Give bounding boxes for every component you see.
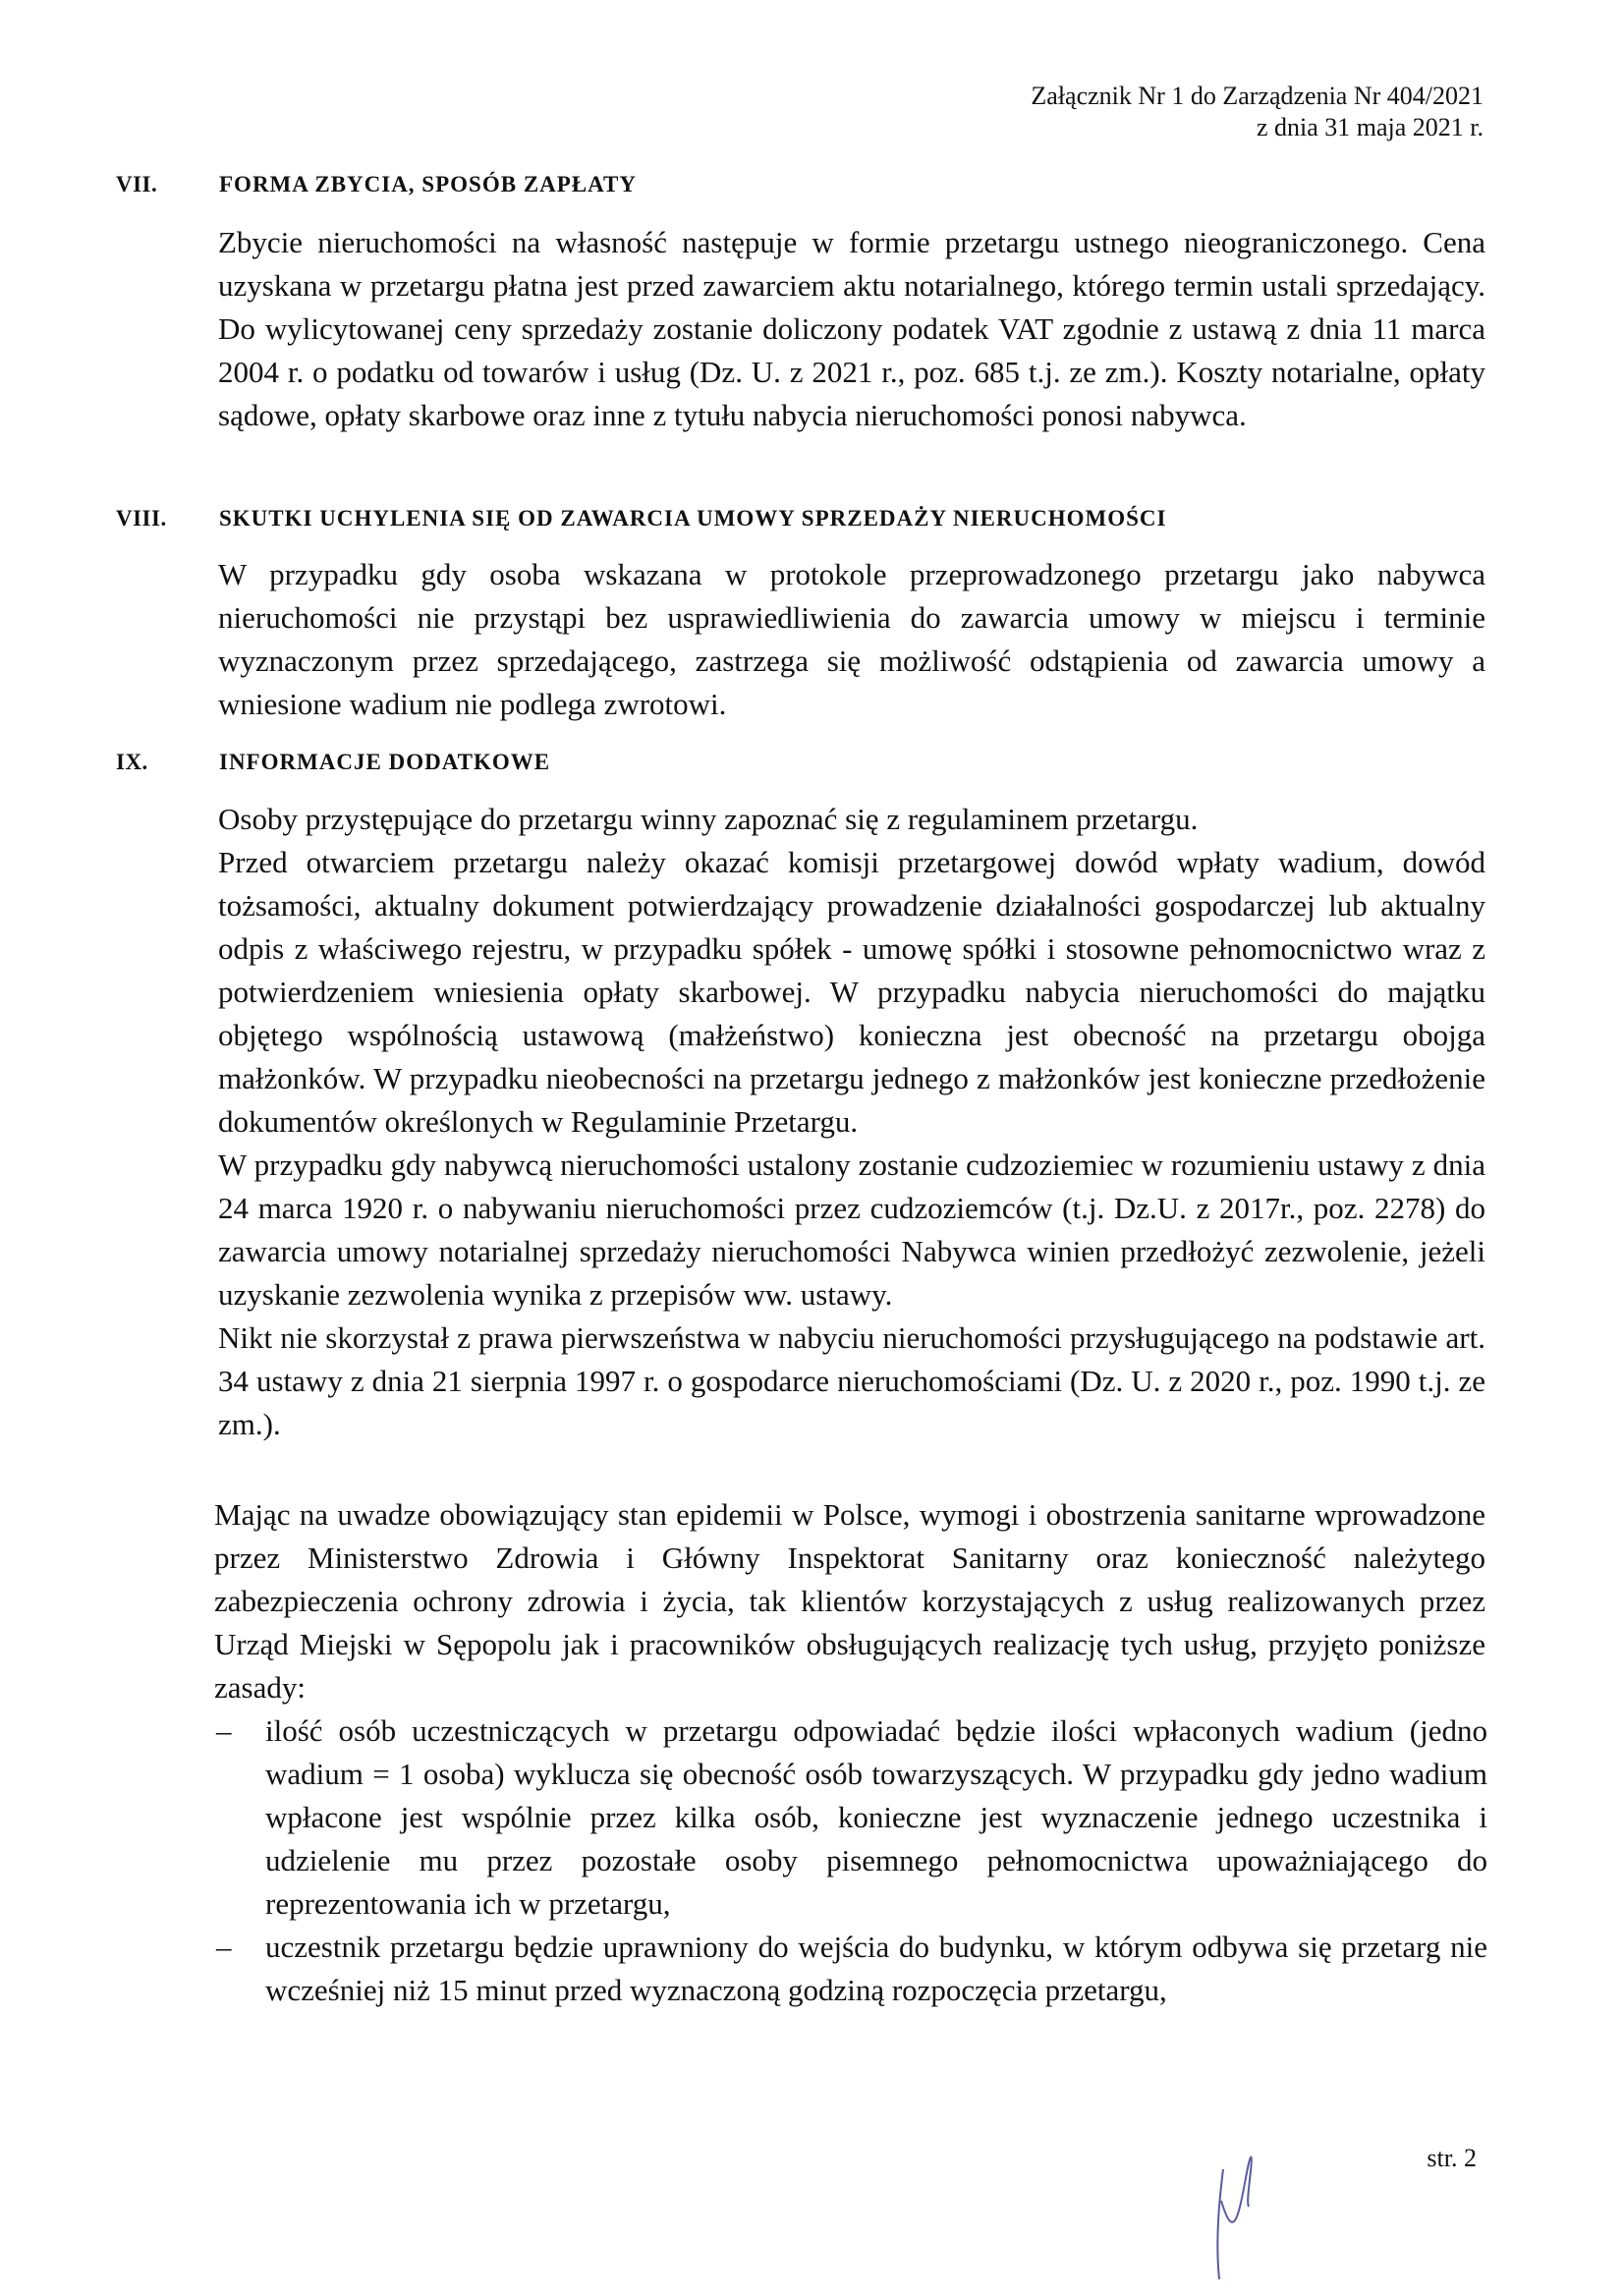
paragraph: W przypadku gdy nabywcą nieruchomości ustalony zostanie cudzoziemiec w rozumieniu ustawy z dnia 24 marca 1920 r. o nabywaniu nieruchomości przez cudzoziemców (t.j. Dz.U. z 2017r., poz. 2278) do zawarcia umowy notarialnej sprzedaży nieruchomości Nabywca winien przedłożyć zezwolenie, jeżeli uzyskanie zezwolenia wynika z przepisów ww. ustawy.: [218, 1148, 1485, 1312]
dash-bullet: –: [216, 1713, 232, 1748]
section-number: VIII.: [116, 506, 167, 531]
annex-header-line2: z dnia 31 maja 2021 r.: [1256, 113, 1484, 141]
section-number: IX.: [116, 750, 148, 774]
handwritten-initials: [1194, 2142, 1282, 2289]
section-viii-body: [218, 553, 1485, 726]
paragraph: W przypadku gdy osoba wskazana w protokole przeprowadzonego przetargu jako nabywca nieruchomości nie przystąpi bez usprawiedliwienia do zawarcia umowy w miejscu i terminie wyznaczonym przez sprzedającego, zastrzega się możliwość odstąpienia od zawarcia umowy a wniesione wadium nie podlega zwrotowi.: [218, 557, 1485, 721]
paragraph: Przed otwarciem przetargu należy okazać komisji przetargowej dowód wpłaty wadium, dowód tożsamości, aktualny dokument potwierdzający prowadzenie działalności gospodarczej lub aktualny odpis z właściwego rejestru, w przypadku spółek - umowę spółki i stosowne pełnomocnictwo wraz z potwierdzeniem wniesienia opłaty skarbowej. W przypadku nabycia nieruchomości do majątku objętego wspólnością ustawową (małżeństwo) konieczna jest obecność na przetargu obojga małżonków. W przypadku nieobecności na przetargu jednego z małżonków jest konieczne przedłożenie dokumentów określonych w Regulaminie Przetargu.: [218, 845, 1485, 1139]
section-number: VII.: [116, 172, 158, 196]
list-item: [214, 1926, 1487, 2012]
paragraph: Zbycie nieruchomości na własność następuje w formie przetargu ustnego nieograniczonego. Cena uzyskana w przetargu płatna jest przed zawarciem aktu notarialnego, którego termin ustali sprzedający. Do wylicytowanej ceny sprzedaży zostanie doliczony podatek VAT zgodnie z ustawą z dnia 11 marca 2004 r. o podatku od towarów i usług (Dz. U. z 2021 r., poz. 685 t.j. ze zm.). Koszty notarialne, opłaty sądowe, opłaty skarbowe oraz inne z tytułu nabycia nieruchomości ponosi nabywca.: [218, 225, 1485, 432]
epidemic-rules-list: [214, 1709, 1487, 2012]
annex-header: [1031, 81, 1484, 143]
list-item-text: uczestnik przetargu będzie uprawniony do wejścia do budynku, w którym odbywa się przetarg nie wcześniej niż 15 minut przed wyznaczoną godziną rozpoczęcia przetargu,: [265, 1930, 1487, 2007]
epidemic-intro: [214, 1493, 1485, 1709]
dash-bullet: –: [216, 1930, 232, 1964]
annex-header-line1: Załącznik Nr 1 do Zarządzenia Nr 404/2021: [1031, 82, 1484, 110]
list-item-text: ilość osób uczestniczących w przetargu odpowiadać będzie ilości wpłaconych wadium (jedno wadium = 1 osoba) wyklucza się obecność osób towarzyszących. W przypadku gdy jedno wadium wpłacone jest wspólnie przez kilka osób, konieczne jest wyznaczenie jednego uczestnika i udzielenie mu przez pozostałe osoby pisemnego pełnomocnictwa upoważniającego do reprezentowania ich w przetargu,: [265, 1713, 1487, 1921]
paragraph: Mając na uwadze obowiązujący stan epidemii w Polsce, wymogi i obostrzenia sanitarne wprowadzone przez Ministerstwo Zdrowia i Główny Inspektorat Sanitarny oraz konieczność należytego zabezpieczenia ochrony zdrowia i życia, tak klientów korzystających z usług realizowanych przez Urząd Miejski w Sępopolu jak i pracowników obsługujących realizację tych usług, przyjęto poniższe zasady:: [214, 1497, 1485, 1705]
list-item: [214, 1709, 1487, 1926]
paragraph: Osoby przystępujące do przetargu winny zapoznać się z regulaminem przetargu.: [218, 802, 1199, 836]
section-title: SKUTKI UCHYLENIA SIĘ OD ZAWARCIA UMOWY SPRZEDAŻY NIERUCHOMOŚCI: [219, 506, 1167, 531]
section-title: INFORMACJE DODATKOWE: [219, 750, 551, 774]
paragraph: Nikt nie skorzystał z prawa pierwszeństwa w nabyciu nieruchomości przysługującego na podstawie art. 34 ustawy z dnia 21 sierpnia 1997 r. o gospodarce nieruchomościami (Dz. U. z 2020 r., poz. 1990 t.j. ze zm.).: [218, 1320, 1485, 1441]
section-vii-body: [218, 221, 1485, 437]
section-ix-body: [218, 798, 1485, 1446]
page-number: str. 2: [1427, 2144, 1477, 2172]
section-title: FORMA ZBYCIA, SPOSÓB ZAPŁATY: [219, 172, 638, 196]
